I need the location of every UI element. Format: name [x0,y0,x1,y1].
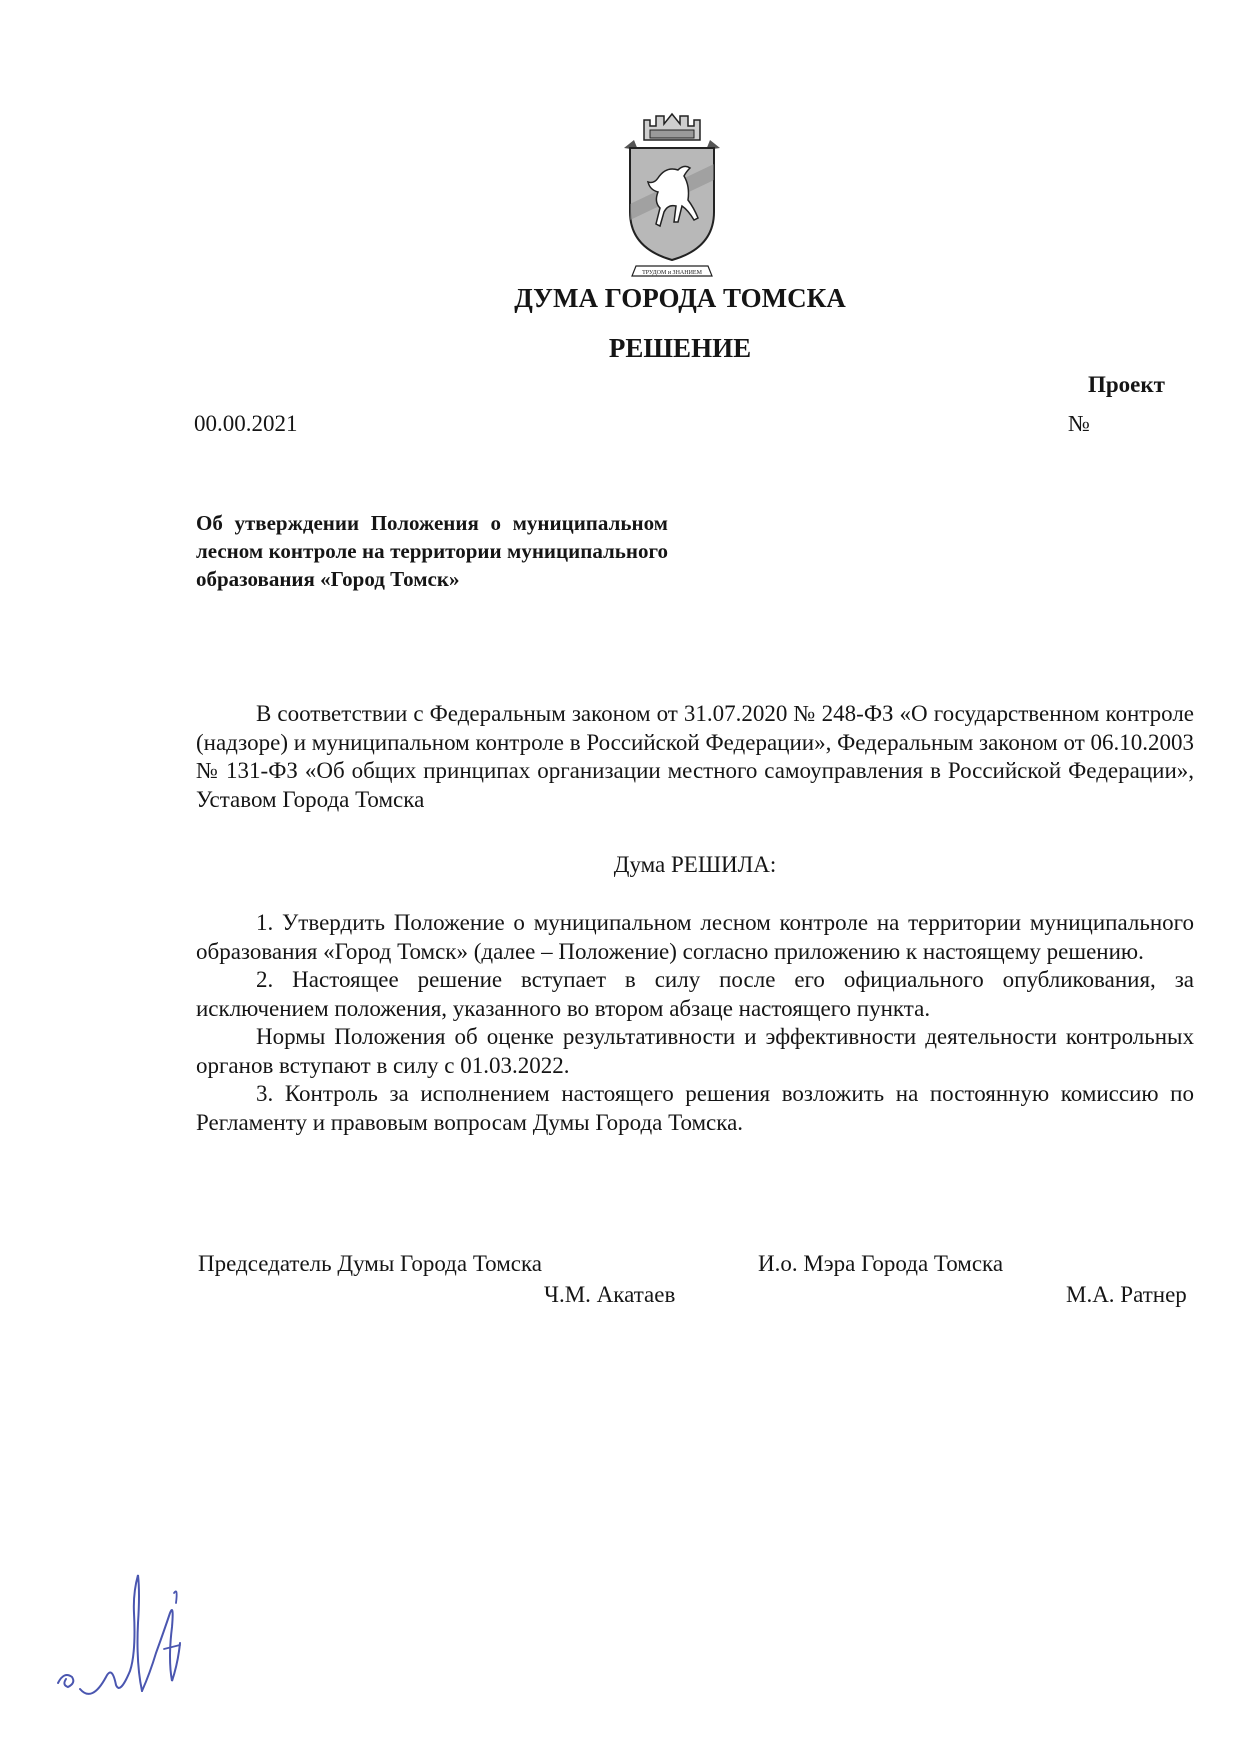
document-type: РЕШЕНИЕ [608,333,752,363]
decision-item: 2. Настоящее решение вступает в силу после его официального опубликования, за исключением положения, указанного во втором абзаце настоящего пункта. [196,967,1194,1021]
document-number-label: № [1068,411,1090,436]
chair-name: Ч.М. Акатаев [544,1282,676,1307]
chair-title: Председатель Думы Города Томска [198,1251,543,1276]
mayor-title: И.о. Мэра Города Томска [758,1251,1004,1276]
decision-item: Нормы Положения об оценке результативности и эффективности деятельности контрольных органов вступают в силу с 01.03.2022. [196,1024,1194,1078]
emblem-motto: ТРУДОМ и ЗНАНИЕМ [642,270,702,276]
decision-item: 1. Утвердить Положение о муниципальном лесном контроле на территории муниципального образования «Город Томск» (далее – Положение) согласно приложению к настоящему решению. [196,910,1194,964]
document-date: 00.00.2021 [194,411,298,436]
decision-item: 3. Контроль за исполнением настоящего решения возложить на постоянную комиссию по Регламенту и правовым вопросам Думы Города Томска. [196,1081,1194,1135]
city-coat-of-arms-emblem [620,108,724,284]
draft-label: Проект [1088,372,1165,397]
preamble [196,700,1194,814]
handwritten-signature [46,1553,206,1713]
decision-items [196,909,1194,1137]
document-subject: Об утверждении Положения о муниципальном лесном контроле на территории муниципального образования «Город Томск» [196,511,668,591]
mayor-name: М.А. Ратнер [1066,1282,1187,1307]
preamble-paragraph: В соответствии с Федеральным законом от 31.07.2020 № 248-ФЗ «О государственном контроле (надзоре) и муниципальном контроле в Российской Федерации», Федеральным законом от 06.10.2003 № 131-ФЗ «Об общих принципах организации местного самоуправления в Российской Федерации», Уставом Города Томска [196,701,1194,812]
organization-title: ДУМА ГОРОДА ТОМСКА [514,283,846,313]
resolved-heading: Дума РЕШИЛА: [613,852,777,877]
